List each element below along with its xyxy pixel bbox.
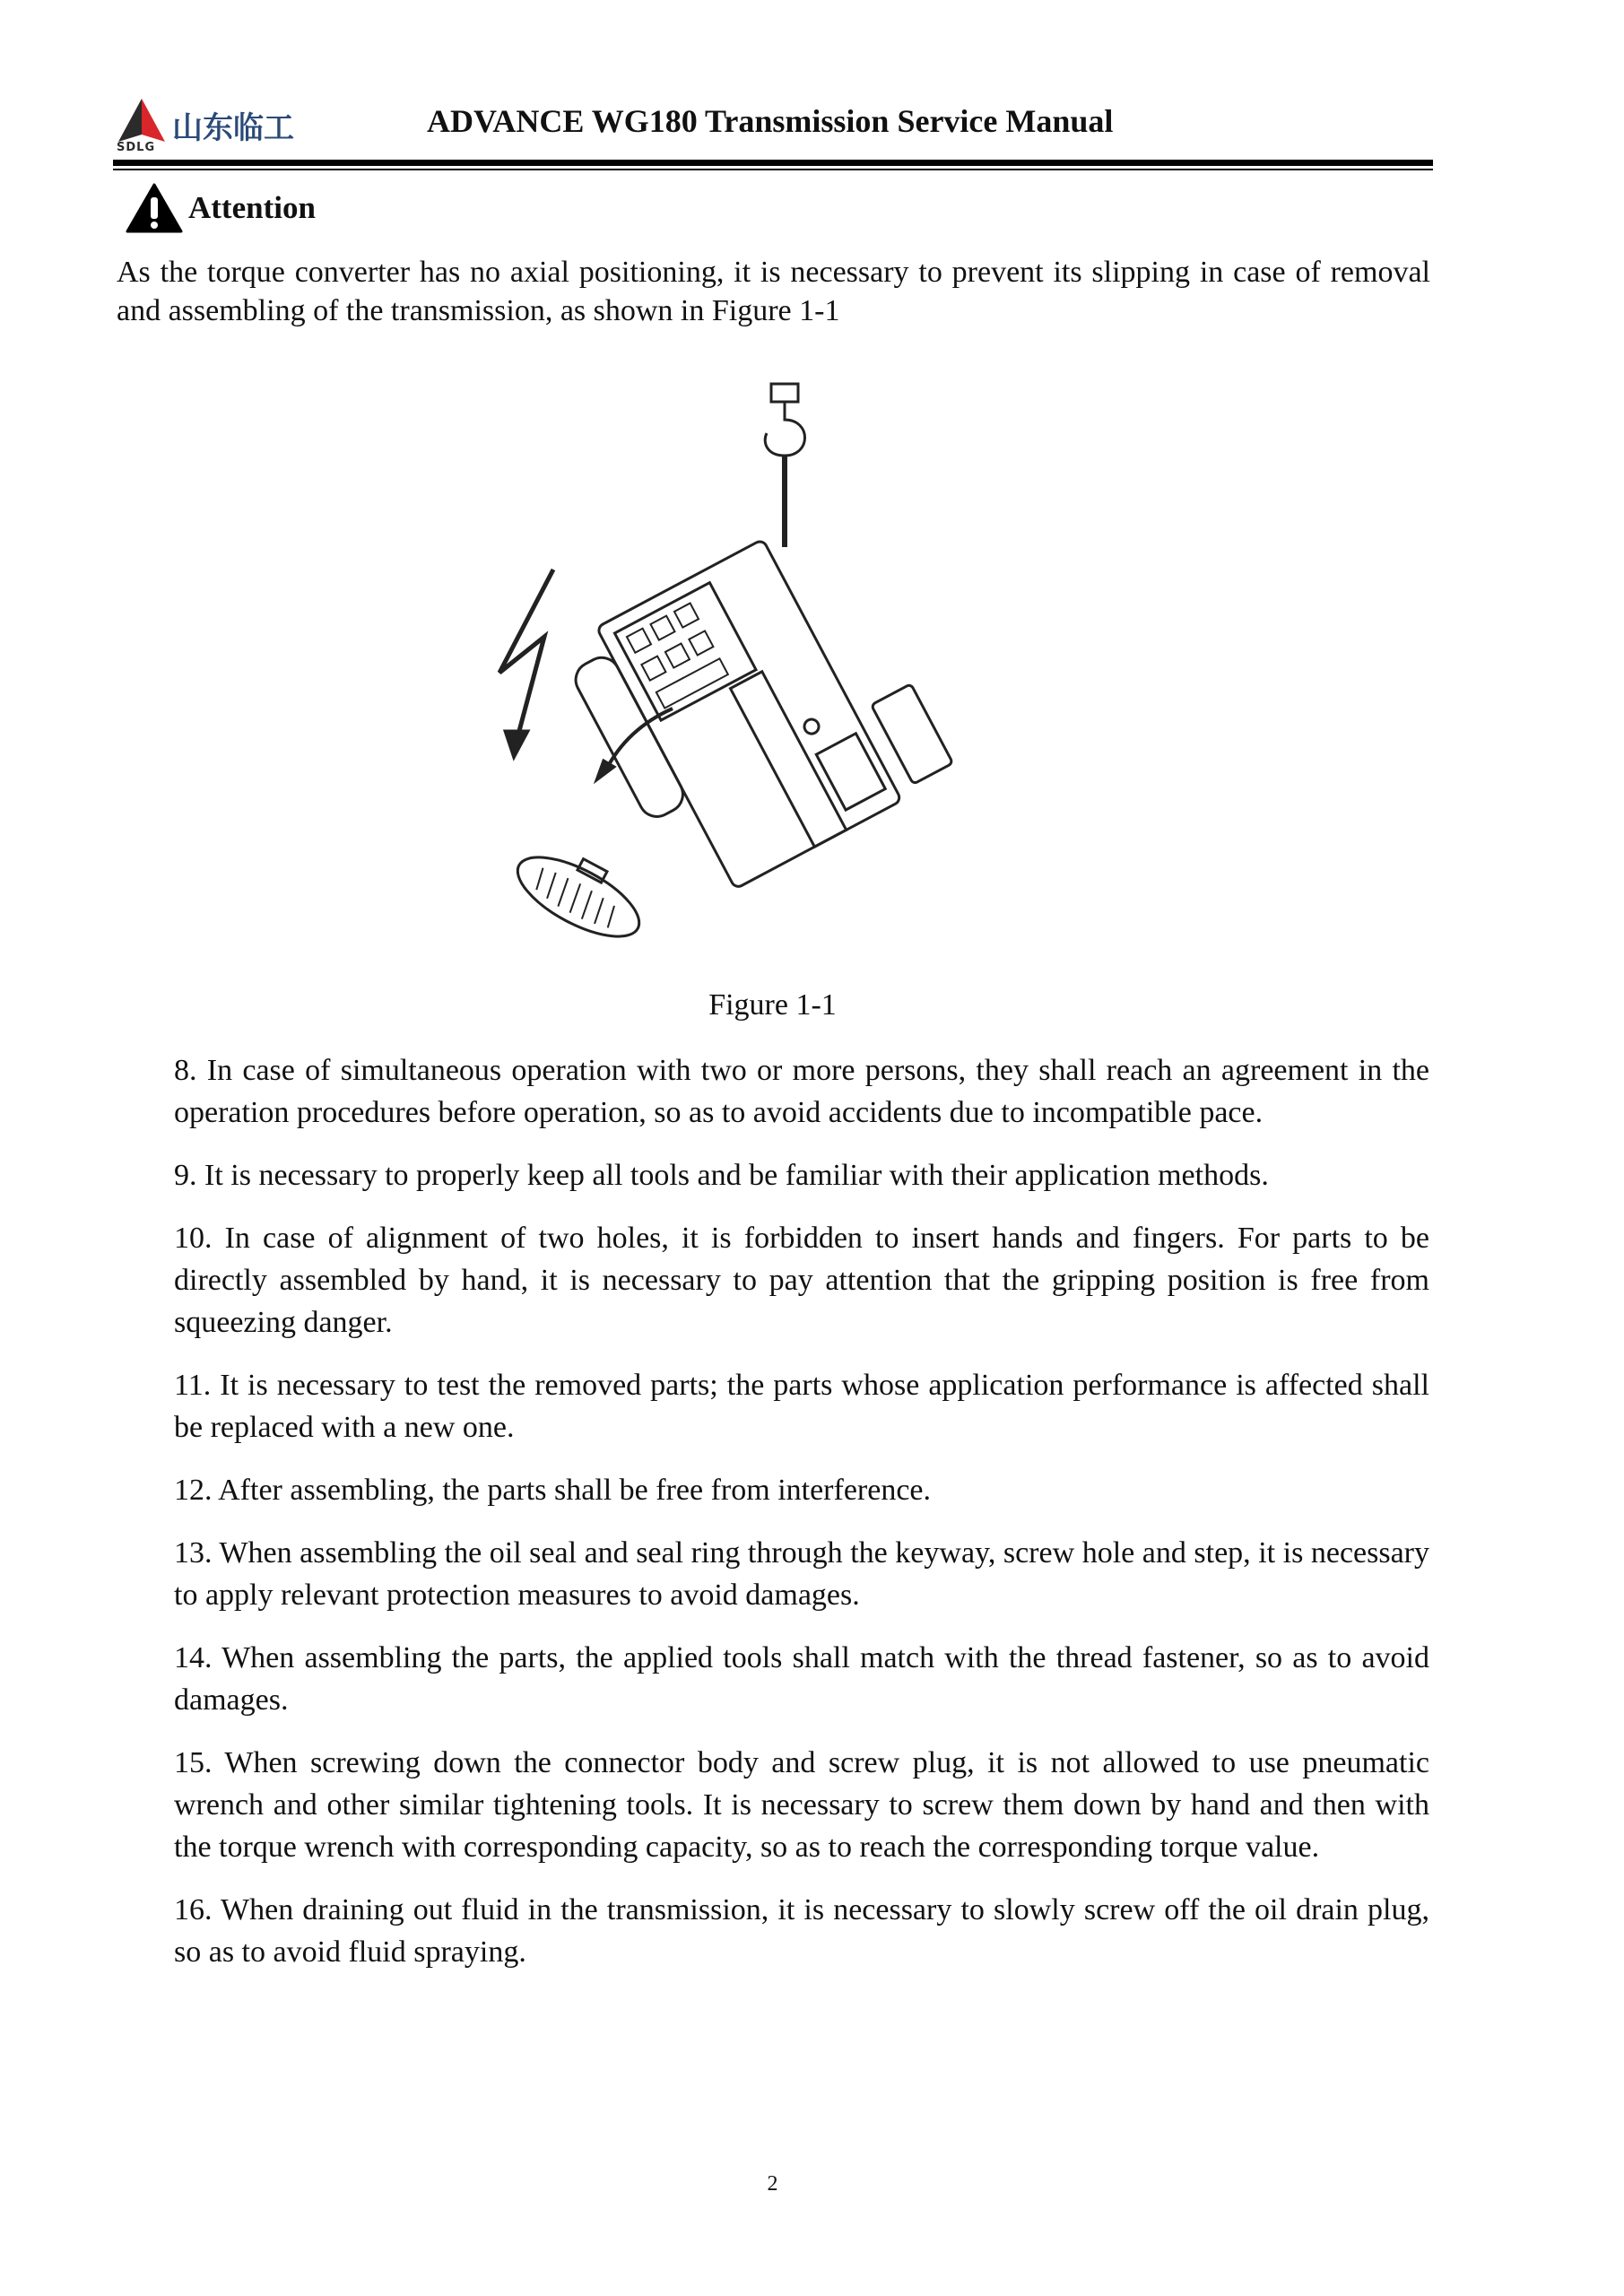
svg-text:SDLG: SDLG xyxy=(117,141,156,152)
attention-heading xyxy=(126,183,316,233)
list-item: 8. In case of simultaneous operation with two or more persons, they shall reach an agreement in the operation procedures before operation, so as to avoid accidents due to incompatible pace. xyxy=(174,1054,1429,1129)
svg-text:山东临工: 山东临工 xyxy=(172,110,294,146)
list-item: 15. When screwing down the connector body and screw plug, it is not allowed to use pneumatic wrench and other similar tightening tools. It is necessary to screw them down by hand and then with the torque wrench with corresponding capacity, so as to reach the corresponding torque value. xyxy=(174,1746,1429,1864)
instruction-list xyxy=(174,1049,1429,1994)
list-item: 9. It is necessary to properly keep all tools and be familiar with their application methods. xyxy=(174,1159,1269,1192)
list-item: 16. When draining out fluid in the transmission, it is necessary to slowly screw off the oil drain plug, so as to avoid fluid spraying. xyxy=(174,1893,1429,1969)
figure-caption: Figure 1-1 xyxy=(708,988,837,1022)
sdlg-logo xyxy=(115,97,330,152)
header-rule-thin xyxy=(113,169,1433,170)
list-item: 14. When assembling the parts, the applied tools shall match with the thread fastener, so as to avoid damages. xyxy=(174,1641,1429,1717)
list-item: 10. In case of alignment of two holes, it is forbidden to insert hands and fingers. For parts to be directly assembled by hand, it is necessary to pay attention that the gripping position is free from squeezing danger. xyxy=(174,1222,1429,1339)
list-item: 11. It is necessary to test the removed parts; the parts whose application performance is affected shall be replaced with a new one. xyxy=(174,1369,1429,1444)
figure-transmission-illustration xyxy=(489,377,1054,951)
warning-triangle-icon xyxy=(126,183,183,233)
intro-paragraph: As the torque converter has no axial positioning, it is necessary to prevent its slipping in case of removal and assembling of the transmission, as shown in Figure 1-1 xyxy=(117,256,1430,327)
header-title: ADVANCE WG180 Transmission Service Manual xyxy=(427,103,1114,139)
list-item: 13. When assembling the oil seal and seal ring through the keyway, screw hole and step, it is necessary to apply relevant protection measures to avoid damages. xyxy=(174,1536,1429,1612)
attention-label: Attention xyxy=(188,190,316,225)
list-item: 12. After assembling, the parts shall be free from interference. xyxy=(174,1474,932,1507)
page-number: 2 xyxy=(767,2172,778,2196)
header-rule-thick xyxy=(113,160,1433,166)
